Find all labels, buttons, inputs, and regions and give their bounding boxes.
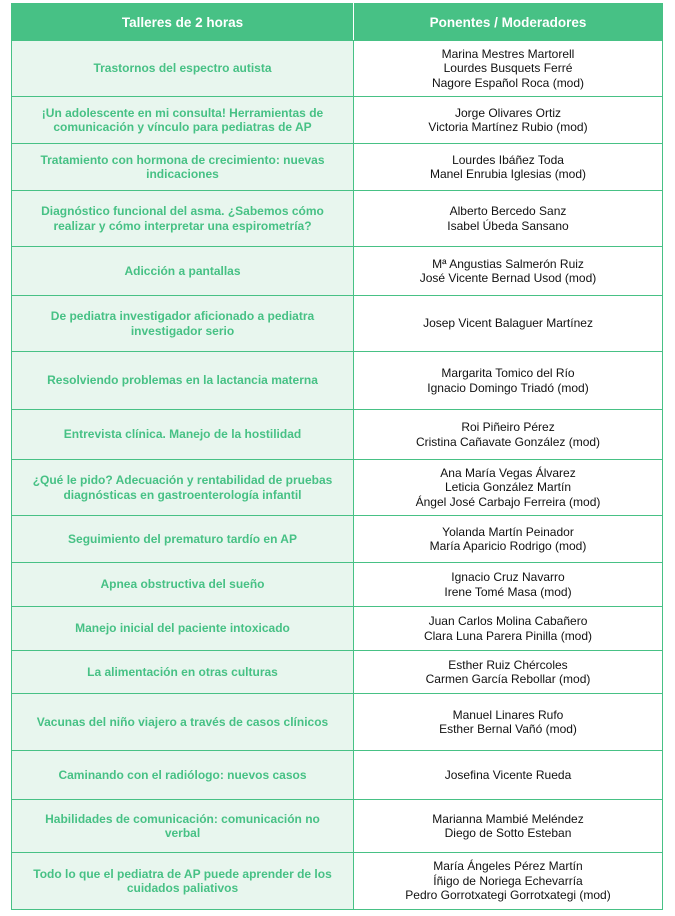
table-header-row bbox=[12, 4, 663, 41]
ponente-name: Cristina Cañavate González (mod) bbox=[415, 434, 601, 449]
taller-title-line: indicaciones bbox=[146, 167, 219, 181]
table-row bbox=[12, 191, 663, 247]
taller-title-line: Todo lo que el pediatra de AP puede aprender de los bbox=[33, 866, 332, 881]
ponente-name: Manel Enrubia Iglesias (mod) bbox=[429, 167, 587, 181]
table-body bbox=[12, 41, 663, 910]
ponente-name: Íñigo de Noriega Echevarría bbox=[433, 873, 583, 888]
table-row bbox=[12, 751, 663, 800]
ponentes-cell bbox=[354, 247, 663, 296]
ponente-name: Leticia González Martín bbox=[444, 480, 572, 495]
taller-title-line: Manejo inicial del paciente intoxicado bbox=[75, 621, 290, 636]
ponentes-cell bbox=[354, 800, 663, 853]
taller-title-line: verbal bbox=[164, 826, 201, 840]
taller-title-cell bbox=[12, 97, 354, 144]
taller-title-cell bbox=[12, 607, 354, 651]
ponentes-cell bbox=[354, 751, 663, 800]
ponente-name: Irene Tomé Masa (mod) bbox=[444, 584, 572, 599]
taller-title-cell bbox=[12, 247, 354, 296]
ponente-name: Marina Mestres Martorell bbox=[441, 46, 575, 61]
workshops-table-container bbox=[11, 3, 662, 910]
workshops-table bbox=[11, 3, 663, 910]
taller-title-cell bbox=[12, 516, 354, 563]
ponentes-cell bbox=[354, 460, 663, 516]
ponente-name: Nagore Español Roca (mod) bbox=[431, 75, 585, 90]
table-row bbox=[12, 694, 663, 751]
taller-title-line: investigador serio bbox=[130, 323, 235, 338]
table-row bbox=[12, 651, 663, 694]
ponentes-cell bbox=[354, 97, 663, 144]
ponente-name: Ignacio Domingo Triadó (mod) bbox=[427, 380, 589, 395]
taller-title-line: Habilidades de comunicación: comunicación no bbox=[45, 811, 320, 826]
taller-title-cell bbox=[12, 41, 354, 97]
ponente-name: Juan Carlos Molina Cabañero bbox=[428, 614, 588, 628]
taller-title-line: cuidados paliativos bbox=[126, 881, 239, 895]
table-row bbox=[12, 563, 663, 607]
table-row bbox=[12, 352, 663, 410]
ponente-name: José Vicente Bernad Usod (mod) bbox=[419, 271, 597, 285]
taller-title-cell bbox=[12, 751, 354, 800]
table-row bbox=[12, 516, 663, 563]
header-talleres: Talleres de 2 horas bbox=[12, 4, 354, 41]
taller-title-cell bbox=[12, 191, 354, 247]
ponente-name: Diego de Sotto Esteban bbox=[444, 826, 572, 840]
taller-title-cell bbox=[12, 651, 354, 694]
taller-title-cell bbox=[12, 410, 354, 460]
ponentes-cell bbox=[354, 651, 663, 694]
ponente-name: Esther Ruiz Chércoles bbox=[448, 657, 568, 672]
taller-title-cell bbox=[12, 800, 354, 853]
ponente-name: Jorge Olivares Ortiz bbox=[454, 105, 562, 120]
ponentes-cell bbox=[354, 144, 663, 191]
table-row bbox=[12, 97, 663, 144]
taller-title-cell bbox=[12, 352, 354, 410]
taller-title-cell bbox=[12, 853, 354, 910]
table-row bbox=[12, 607, 663, 651]
taller-title-cell bbox=[12, 296, 354, 352]
taller-title-line: Resolviendo problemas en la lactancia materna bbox=[47, 373, 318, 388]
taller-title-line: ¡Un adolescente en mi consulta! Herramientas de bbox=[41, 105, 324, 120]
ponente-name: Carmen García Rebollar (mod) bbox=[425, 672, 591, 686]
ponente-name: Lourdes Busquets Ferré bbox=[443, 61, 573, 76]
ponente-name: Ana María Vegas Álvarez bbox=[440, 465, 576, 480]
ponente-name: María Ángeles Pérez Martín bbox=[433, 859, 583, 874]
ponente-name: Roi Piñeiro Pérez bbox=[461, 420, 555, 434]
taller-title-line: Caminando con el radiólogo: nuevos casos bbox=[58, 767, 307, 782]
ponente-name: Mª Angustias Salmerón Ruiz bbox=[432, 256, 584, 271]
ponente-name: Isabel Úbeda Sansano bbox=[447, 218, 569, 233]
taller-title-line: Apnea obstructiva del sueño bbox=[100, 577, 265, 592]
ponente-name: Pedro Gorrotxategi Gorrotxategi (mod) bbox=[405, 888, 611, 903]
taller-title-cell bbox=[12, 694, 354, 751]
taller-title-line: Seguimiento del prematuro tardío en AP bbox=[68, 531, 297, 546]
taller-title-cell bbox=[12, 460, 354, 516]
ponente-name: Esther Bernal Vañó (mod) bbox=[439, 722, 577, 736]
ponente-name: Josefina Vicente Rueda bbox=[444, 767, 572, 782]
ponente-name: Lourdes Ibáñez Toda bbox=[452, 152, 564, 167]
ponente-name: Yolanda Martín Peinador bbox=[442, 524, 574, 539]
table-row bbox=[12, 247, 663, 296]
taller-title-line: Vacunas del niño viajero a través de casos clínicos bbox=[36, 714, 329, 729]
ponente-name: Marianna Mambié Meléndez bbox=[432, 811, 584, 826]
ponente-name: Alberto Bercedo Sanz bbox=[449, 204, 567, 218]
ponentes-cell bbox=[354, 410, 663, 460]
taller-title-cell bbox=[12, 144, 354, 191]
header-ponentes: Ponentes / Moderadores bbox=[354, 4, 663, 41]
taller-title-line: Tratamiento con hormona de crecimiento: nuevas bbox=[40, 152, 325, 167]
ponente-name: Victoria Martínez Rubio (mod) bbox=[428, 120, 588, 134]
table-row bbox=[12, 144, 663, 191]
ponentes-cell bbox=[354, 296, 663, 352]
ponente-name: Margarita Tomico del Río bbox=[441, 366, 575, 380]
ponente-name: María Aparicio Rodrigo (mod) bbox=[429, 539, 587, 553]
ponente-name: Ángel José Carbajo Ferreira (mod) bbox=[415, 494, 601, 509]
taller-title-line: Adicción a pantallas bbox=[124, 263, 241, 278]
ponentes-cell bbox=[354, 607, 663, 651]
ponentes-cell bbox=[354, 853, 663, 910]
taller-title-line: Trastornos del espectro autista bbox=[93, 61, 272, 76]
taller-title-line: Entrevista clínica. Manejo de la hostilidad bbox=[63, 427, 302, 442]
table-row bbox=[12, 410, 663, 460]
ponentes-cell bbox=[354, 516, 663, 563]
ponente-name: Manuel Linares Rufo bbox=[452, 707, 564, 722]
ponentes-cell bbox=[354, 563, 663, 607]
ponentes-cell bbox=[354, 352, 663, 410]
taller-title-line: La alimentación en otras culturas bbox=[87, 664, 278, 679]
ponentes-cell bbox=[354, 41, 663, 97]
table-row bbox=[12, 800, 663, 853]
ponente-name: Clara Luna Parera Pinilla (mod) bbox=[423, 628, 593, 643]
taller-title-line: ¿Qué le pido? Adecuación y rentabilidad de pruebas bbox=[32, 473, 333, 487]
table-row bbox=[12, 296, 663, 352]
ponente-name: Ignacio Cruz Navarro bbox=[451, 570, 565, 584]
taller-title-line: realizar y cómo interpretar una espirometría? bbox=[53, 218, 312, 233]
taller-title-line: De pediatra investigador aficionado a pediatra bbox=[50, 309, 315, 323]
ponente-name: Josep Vicent Balaguer Martínez bbox=[423, 316, 593, 331]
table-row bbox=[12, 460, 663, 516]
taller-title-line: Diagnóstico funcional del asma. ¿Sabemos cómo bbox=[41, 204, 324, 218]
taller-title-line: diagnósticas en gastroenterología infantil bbox=[63, 487, 302, 502]
ponentes-cell bbox=[354, 191, 663, 247]
taller-title-cell bbox=[12, 563, 354, 607]
ponentes-cell bbox=[354, 694, 663, 751]
table-row bbox=[12, 853, 663, 910]
table-row bbox=[12, 41, 663, 97]
taller-title-line: comunicación y vínculo para pediatras de AP bbox=[53, 120, 312, 134]
